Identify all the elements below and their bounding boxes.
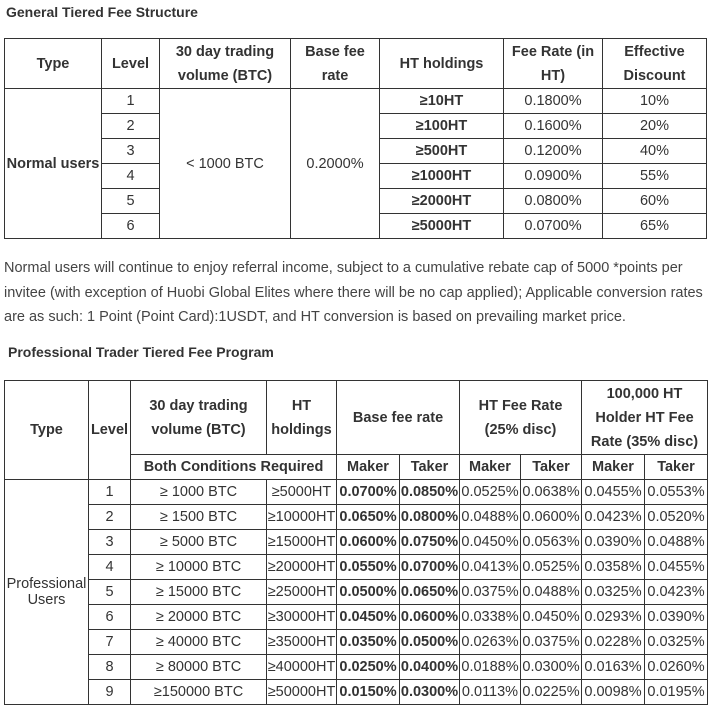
header-volume: 30 day trading volume (BTC) [131,381,267,455]
base-taker-cell: 0.0400% [400,655,460,680]
holder-taker-cell: 0.0455% [645,555,708,580]
header-maker: Maker [582,455,645,480]
discount-cell: 55% [603,164,707,189]
ht-holdings-cell: ≥20000HT [267,555,337,580]
base-maker-cell: 0.0650% [337,505,400,530]
ht-holdings-cell: ≥35000HT [267,630,337,655]
ht-taker-cell: 0.0600% [521,505,582,530]
level-cell: 3 [89,530,131,555]
ht-holdings-cell: ≥10000HT [267,505,337,530]
ht-taker-cell: 0.0638% [521,480,582,505]
professional-fee-table [4,380,708,705]
ht-taker-cell: 0.0225% [521,680,582,705]
base-taker-cell: 0.0300% [400,680,460,705]
volume-cell: ≥150000 BTC [131,680,267,705]
ht-holdings-cell: ≥1000HT [380,164,504,189]
base-taker-cell: 0.0650% [400,580,460,605]
ht-holdings-cell: ≥500HT [380,139,504,164]
ht-taker-cell: 0.0525% [521,555,582,580]
level-cell: 1 [89,480,131,505]
base-maker-cell: 0.0450% [337,605,400,630]
base-maker-cell: 0.0150% [337,680,400,705]
fee-rate-cell: 0.1200% [504,139,603,164]
volume-cell: ≥ 5000 BTC [131,530,267,555]
ht-holdings-cell: ≥25000HT [267,580,337,605]
header-level: Level [89,381,131,480]
level-cell: 2 [89,505,131,530]
level-cell: 5 [102,189,160,214]
referral-paragraph: Normal users will continue to enjoy referral income, subject to a cumulative rebate cap of 5000 *points per invitee (with exception of Huobi Global Elites where there will be no cap applied); Applicable conversion rates are as such: 1 Point (Point Card):1USDT, and HT conversion is based on prevailing market price. [4,260,703,325]
volume-cell: ≥ 15000 BTC [131,580,267,605]
level-cell: 5 [89,580,131,605]
level-cell: 9 [89,680,131,705]
ht-holdings-cell: ≥2000HT [380,189,504,214]
ht-holdings-cell: ≥15000HT [267,530,337,555]
base-maker-cell: 0.0500% [337,580,400,605]
header-base-fee: Base fee rate [337,381,460,455]
base-maker-cell: 0.0550% [337,555,400,580]
holder-maker-cell: 0.0098% [582,680,645,705]
header-maker: Maker [460,455,521,480]
holder-taker-cell: 0.0390% [645,605,708,630]
base-taker-cell: 0.0500% [400,630,460,655]
discount-cell: 60% [603,189,707,214]
holder-taker-cell: 0.0553% [645,480,708,505]
volume-cell: ≥ 40000 BTC [131,630,267,655]
ht-maker-cell: 0.0375% [460,580,521,605]
table-row [5,580,708,605]
table-row [5,605,708,630]
level-cell: 6 [102,214,160,239]
level-cell: 6 [89,605,131,630]
level-cell: 1 [102,89,160,114]
ht-holdings-cell: ≥50000HT [267,680,337,705]
holder-taker-cell: 0.0325% [645,630,708,655]
level-cell: 3 [102,139,160,164]
header-taker: Taker [521,455,582,480]
table-row [5,530,708,555]
discount-cell: 40% [603,139,707,164]
general-fee-table-body [5,89,707,239]
base-taker-cell: 0.0850% [400,480,460,505]
ht-maker-cell: 0.0450% [460,530,521,555]
header-discount: Effective Discount [603,39,707,89]
ht-taker-cell: 0.0563% [521,530,582,555]
holder-maker-cell: 0.0163% [582,655,645,680]
base-maker-cell: 0.0250% [337,655,400,680]
header-maker: Maker [337,455,400,480]
ht-maker-cell: 0.0188% [460,655,521,680]
holder-maker-cell: 0.0455% [582,480,645,505]
discount-cell: 65% [603,214,707,239]
header-type: Type [5,39,102,89]
volume-cell: ≥ 1500 BTC [131,505,267,530]
level-cell: 8 [89,655,131,680]
header-ht-holdings: HT holdings [380,39,504,89]
ht-maker-cell: 0.0413% [460,555,521,580]
ht-maker-cell: 0.0525% [460,480,521,505]
fee-rate-cell: 0.0800% [504,189,603,214]
table-row [5,505,708,530]
table-row [5,680,708,705]
ht-maker-cell: 0.0113% [460,680,521,705]
fee-rate-cell: 0.0900% [504,164,603,189]
base-maker-cell: 0.0700% [337,480,400,505]
fee-rate-cell: 0.1800% [504,89,603,114]
volume-cell: ≥ 80000 BTC [131,655,267,680]
header-volume: 30 day trading volume (BTC) [160,39,291,89]
level-cell: 4 [102,164,160,189]
table-row [5,555,708,580]
header-ht-holdings: HT holdings [267,381,337,455]
ht-holdings-cell: ≥30000HT [267,605,337,630]
ht-taker-cell: 0.0450% [521,605,582,630]
ht-taker-cell: 0.0488% [521,580,582,605]
user-type-cell: Professional Users [5,480,89,705]
level-cell: 4 [89,555,131,580]
holder-taker-cell: 0.0488% [645,530,708,555]
ht-maker-cell: 0.0488% [460,505,521,530]
general-fee-table [4,38,707,239]
section2-title: Professional Trader Tiered Fee Program [8,344,274,360]
base-taker-cell: 0.0750% [400,530,460,555]
ht-maker-cell: 0.0263% [460,630,521,655]
volume-cell: ≥ 1000 BTC [131,480,267,505]
holder-taker-cell: 0.0195% [645,680,708,705]
holder-taker-cell: 0.0260% [645,655,708,680]
table-row [5,630,708,655]
base-fee-cell: 0.2000% [291,89,380,239]
level-cell: 7 [89,630,131,655]
volume-cell: < 1000 BTC [160,89,291,239]
ht-maker-cell: 0.0338% [460,605,521,630]
user-type-cell: Normal users [5,89,102,239]
ht-holdings-cell: ≥5000HT [267,480,337,505]
fee-rate-cell: 0.1600% [504,114,603,139]
volume-cell: ≥ 20000 BTC [131,605,267,630]
header-fee-rate: Fee Rate (in HT) [504,39,603,89]
header-taker: Taker [645,455,708,480]
holder-maker-cell: 0.0293% [582,605,645,630]
discount-cell: 10% [603,89,707,114]
holder-maker-cell: 0.0358% [582,555,645,580]
base-maker-cell: 0.0350% [337,630,400,655]
base-taker-cell: 0.0800% [400,505,460,530]
ht-holdings-cell: ≥100HT [380,114,504,139]
header-level: Level [102,39,160,89]
base-maker-cell: 0.0600% [337,530,400,555]
holder-taker-cell: 0.0520% [645,505,708,530]
professional-fee-table-body [5,480,708,705]
level-cell: 2 [102,114,160,139]
header-base-fee: Base fee rate [291,39,380,89]
holder-maker-cell: 0.0325% [582,580,645,605]
table-row [5,480,708,505]
header-holder-fee: 100,000 HT Holder HT Fee Rate (35% disc) [582,381,708,455]
section1-title: General Tiered Fee Structure [6,4,198,20]
holder-maker-cell: 0.0228% [582,630,645,655]
ht-holdings-cell: ≥40000HT [267,655,337,680]
ht-holdings-cell: ≥10HT [380,89,504,114]
ht-taker-cell: 0.0300% [521,655,582,680]
discount-cell: 20% [603,114,707,139]
header-taker: Taker [400,455,460,480]
table-row [5,655,708,680]
header-ht-fee: HT Fee Rate (25% disc) [460,381,582,455]
base-taker-cell: 0.0700% [400,555,460,580]
base-taker-cell: 0.0600% [400,605,460,630]
ht-taker-cell: 0.0375% [521,630,582,655]
holder-maker-cell: 0.0390% [582,530,645,555]
volume-cell: ≥ 10000 BTC [131,555,267,580]
fee-rate-cell: 0.0700% [504,214,603,239]
table-row [5,89,707,114]
holder-maker-cell: 0.0423% [582,505,645,530]
holder-taker-cell: 0.0423% [645,580,708,605]
ht-holdings-cell: ≥5000HT [380,214,504,239]
header-conditions: Both Conditions Required [131,455,337,480]
header-type: Type [5,381,89,480]
